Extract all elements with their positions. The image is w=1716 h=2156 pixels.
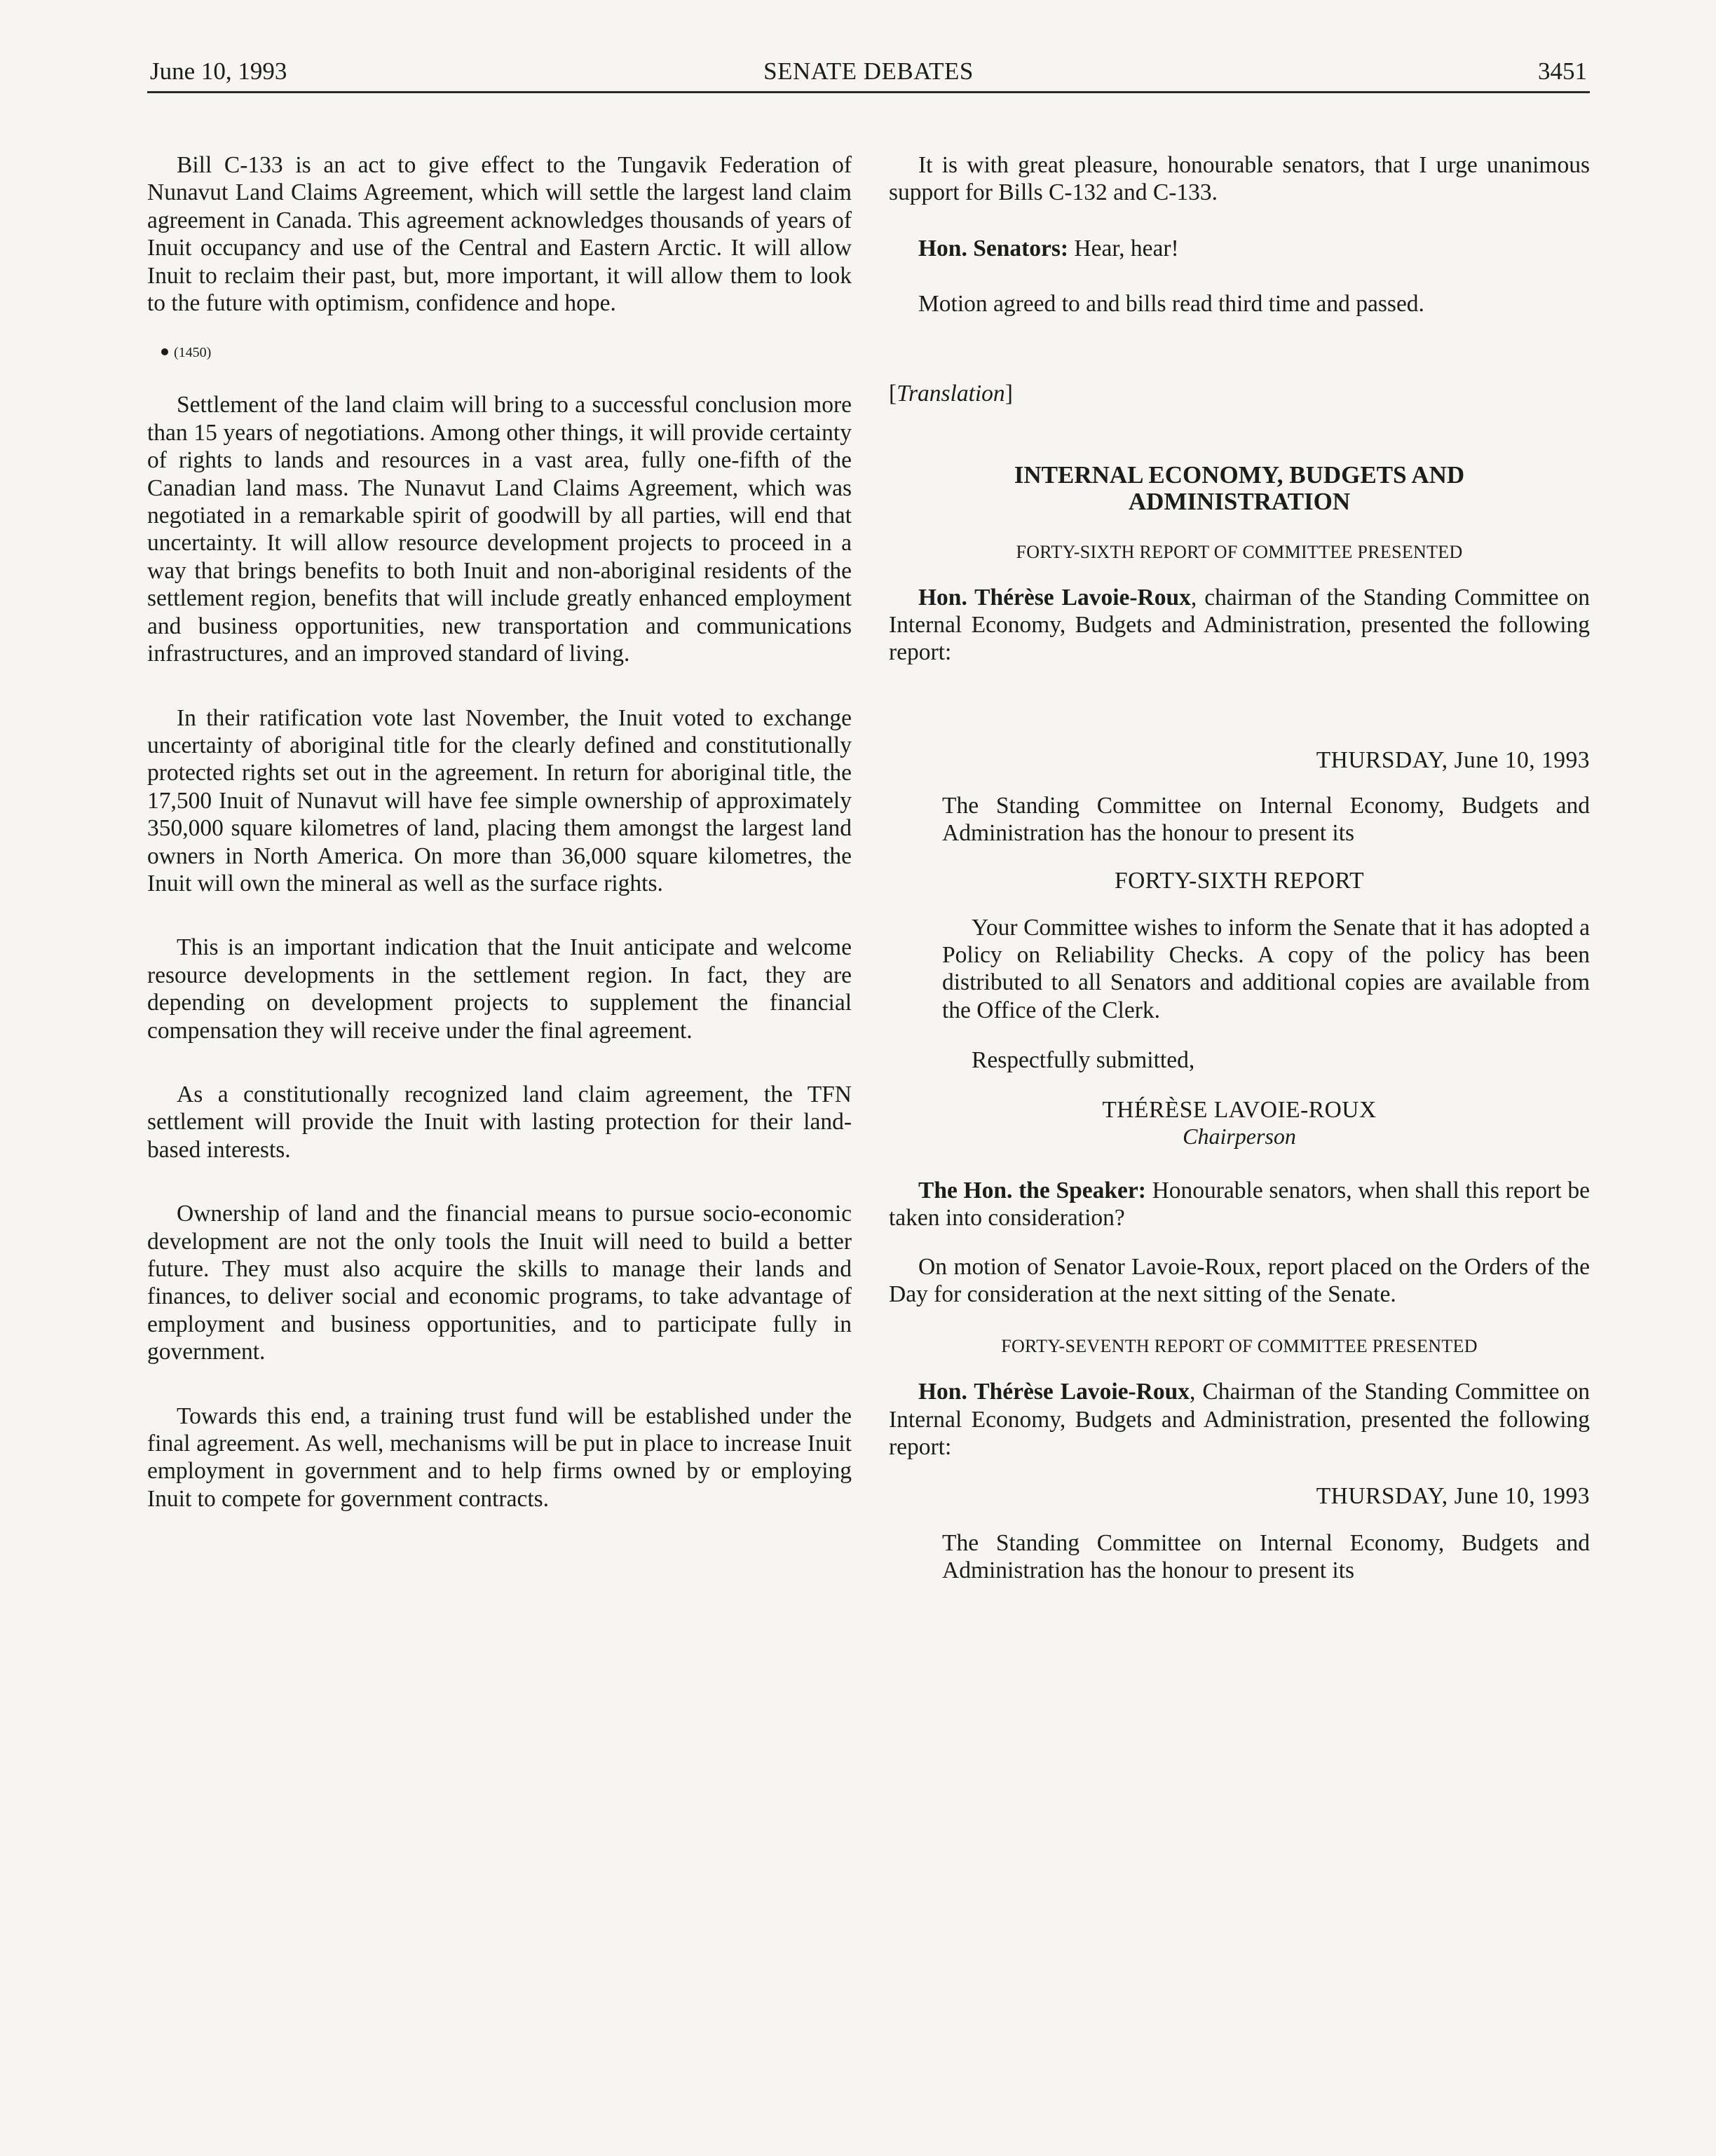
paragraph: Bill C-133 is an act to give effect to the Tungavik Federation of Nunavut Land Claims Agreement, which will settle the largest land claim agreement in Canada. This agreement acknowledges thousands of years of Inuit occupancy and use of the Central and Eastern Arctic. It will allow Inuit to reclaim their past, but, more important, it will allow them to look to the future with optimism, confidence and hope. xyxy=(147,152,852,317)
page-header xyxy=(147,57,1590,93)
speech-presentation xyxy=(889,584,1590,667)
report-title: FORTY-SIXTH REPORT xyxy=(1115,867,1364,894)
report-body: Your Committee wishes to inform the Senate that it has adopted a Policy on Reliability Checks. A copy of the policy has been distributed to all Senators and additional copies are available from the Office of the Clerk. xyxy=(942,914,1590,1023)
speaker-name: Hon. Senators: xyxy=(918,235,1069,261)
header-title: SENATE DEBATES xyxy=(763,57,974,85)
speech-text: , Chairman of the Standing Committee on Internal Economy, Budgets and Administration, presented the following report: xyxy=(889,1379,1590,1461)
paragraph: Ownership of land and the financial means to pursue socio-economic development are not the only tools the Inuit will need to build a better future. They must also acquire the skills to manage their lands and finances, to deliver social and economic programs, to take advantage of employment and business opportunities, and to participate fully in government. xyxy=(147,1201,852,1365)
paragraph: Settlement of the land claim will bring to a successful conclusion more than 15 years of negotiations. Among other things, it will provide certainty of rights to lands and resources in a vast area, fully one-fifth of the Canadian land mass. The Nunavut Land Claims Agreement, which was negotiated in a remarkable spirit of goodwill by all parties, will end that uncertainty. It will allow resource development projects to proceed in a way that brings benefits to both Inuit and non-aboriginal residents of the settlement region, benefits that will include greatly enhanced employment and business opportunities, new transportation and communications infrastructures, and an improved standard of living. xyxy=(147,392,852,667)
paragraph: In their ratification vote last November, the Inuit voted to exchange uncertainty of aboriginal title for the clearly defined and constitutionally protected rights set out in the agreement. In return for aboriginal title, the 17,500 Inuit of Nunavut will have fee simple ownership of approximately 350,000 square kilometres of land, placing them amongst the largest land owners in North America. On more than 36,000 square kilometres, the Inuit will own the mineral as well as the surface rights. xyxy=(147,704,852,896)
time-marker-text: (1450) xyxy=(174,345,212,361)
committee-intro: The Standing Committee on Internal Economy, Budgets and Administration has the honour to present its xyxy=(942,792,1590,847)
translation-label: [Translation] xyxy=(889,380,1013,407)
section-subheading: FORTY-SEVENTH REPORT OF COMMITTEE PRESENTED xyxy=(1001,1336,1478,1357)
section-heading: INTERNAL ECONOMY, BUDGETS AND ADMINISTRATION xyxy=(1014,460,1465,515)
paragraph: This is an important indication that the Inuit anticipate and welcome resource developments in the settlement region. In fact, they are depending on development projects to supplement the financial compensation they will receive under the final agreement. xyxy=(147,934,852,1044)
motion-text: Motion agreed to and bills read third time and passed. xyxy=(918,291,1424,318)
header-page-number: 3451 xyxy=(1538,57,1587,85)
report-date: THURSDAY, June 10, 1993 xyxy=(1316,746,1590,773)
header-date: June 10, 1993 xyxy=(150,57,287,85)
time-marker xyxy=(161,342,852,363)
section-subheading: FORTY-SIXTH REPORT OF COMMITTEE PRESENTED xyxy=(1016,541,1463,562)
speaker-name: Hon. Thérèse Lavoie-Roux xyxy=(918,584,1191,610)
paragraph: Towards this end, a training trust fund will be established under the final agreement. As well, mechanisms will be put in place to increase Inuit employment in government and to help firms owned by or employing Inuit to compete for government contracts. xyxy=(147,1403,852,1512)
paragraph: As a constitutionally recognized land claim agreement, the TFN settlement will provide the Inuit with lasting protection for their land-based interests. xyxy=(147,1081,852,1163)
report-date: THURSDAY, June 10, 1993 xyxy=(1316,1482,1590,1509)
speech-text: Honourable senators, when shall this report be taken into consideration? xyxy=(889,1177,1590,1231)
signature-name: THÉRÈSE LAVOIE-ROUX xyxy=(1102,1096,1377,1123)
committee-intro: The Standing Committee on Internal Economy, Budgets and Administration has the honour to present its xyxy=(942,1529,1590,1583)
closing-line: Respectfully submitted, xyxy=(972,1047,1195,1074)
paragraph: It is with great pleasure, honourable senators, that I urge unanimous support for Bills C-132 and C-133. xyxy=(889,152,1590,206)
right-column xyxy=(889,151,1590,1584)
speech-presentation xyxy=(889,1378,1590,1461)
speech-text: , chairman of the Standing Committee on Internal Economy, Budgets and Administration, presented the following report: xyxy=(889,584,1590,666)
speech-hear-hear xyxy=(889,235,1590,262)
speaker-name: Hon. Thérèse Lavoie-Roux xyxy=(918,1379,1190,1405)
left-column xyxy=(147,151,852,1513)
speech-text: Hear, hear! xyxy=(1074,235,1179,261)
signature-role: Chairperson xyxy=(1183,1123,1296,1149)
speech-speaker xyxy=(889,1177,1590,1232)
speaker-name: The Hon. the Speaker: xyxy=(918,1177,1146,1203)
motion-text: On motion of Senator Lavoie-Roux, report placed on the Orders of the Day for consideration at the next sitting of the Senate. xyxy=(889,1253,1590,1307)
bullet-icon xyxy=(161,348,168,355)
